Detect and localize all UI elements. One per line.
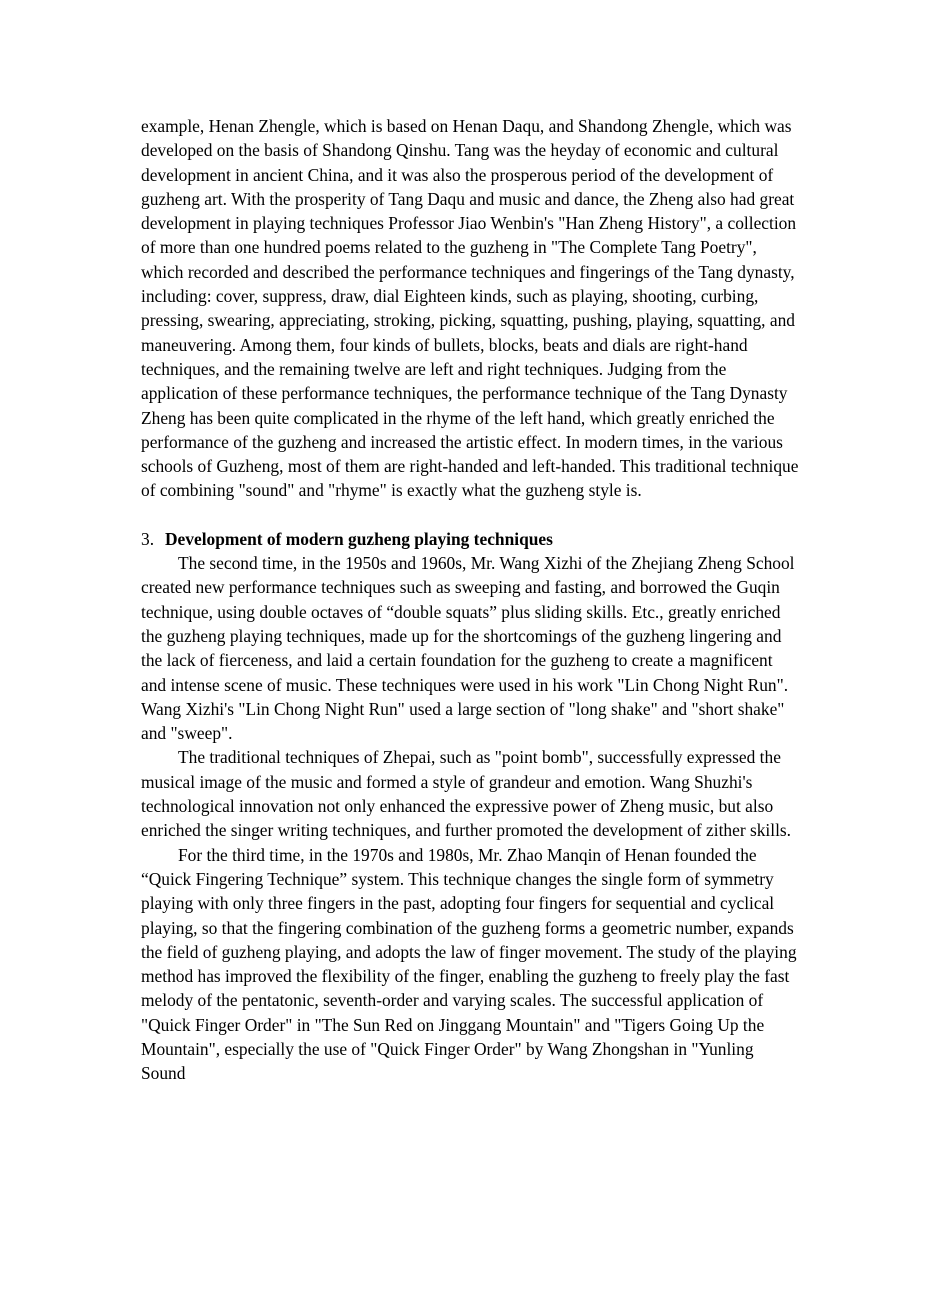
paragraph-gap — [141, 503, 801, 527]
document-body — [141, 114, 801, 1086]
body-paragraph: The traditional techniques of Zhepai, such as "point bomb", successfully expressed the musical image of the music and formed a style of grandeur and emotion. Wang Shuzhi's technological innovation not only enhanced the expressive power of Zheng music, but also enriched the singer writing techniques, and further promoted the development of zither skills. — [141, 747, 792, 841]
section-title: Development of modern guzheng playing techniques — [165, 528, 553, 549]
opening-paragraph: example, Henan Zhengle, which is based on Henan Daqu, and Shandong Zhengle, which was developed on the basis of Shandong Qinshu. Tang was the heyday of economic and cultural development in ancient China, and it was also the prosperous period of the development of guzheng art. With the prosperity of Tang Daqu and music and dance, the Zheng also had great development in playing techniques Professor Jiao Wenbin's "Han Zheng History", a collection of more than one hundred poems related to the guzheng in "The Complete Tang Poetry", which recorded and described the performance techniques and fingerings of the Tang dynasty, including: cover, suppress, draw, dial Eighteen kinds, such as playing, shooting, curbing, pressing, swearing, appreciating, stroking, picking, squatting, pushing, playing, squatting, and maneuvering. Among them, four kinds of bullets, blocks, beats and dials are right-hand techniques, and the remaining twelve are left and right techniques. Judging from the application of these performance techniques, the performance technique of the Tang Dynasty Zheng has been quite complicated in the rhyme of the left hand, which greatly enriched the performance of the guzheng and increased the artistic effect. In modern times, in the various schools of Guzheng, most of them are right-handed and left-handed. This traditional technique of combining "sound" and "rhyme" is exactly what the guzheng style is. — [141, 116, 799, 501]
section-number: 3. — [141, 528, 155, 549]
section-heading — [141, 527, 801, 551]
body-paragraph: The second time, in the 1950s and 1960s, Mr. Wang Xizhi of the Zhejiang Zheng School created new performance techniques such as sweeping and fasting, and borrowed the Guqin technique, using double octaves of “double squats” plus sliding skills. Etc., greatly enriched the guzheng playing techniques, made up for the shortcomings of the guzheng lingering and the lack of fierceness, and laid a certain foundation for the guzheng to create a magnificent and intense scene of music. These techniques were used in his work "Lin Chong Night Run". Wang Xizhi's "Lin Chong Night Run" used a large section of "long shake" and "short shake" and "sweep". — [141, 553, 795, 744]
body-paragraph: For the third time, in the 1970s and 1980s, Mr. Zhao Manqin of Henan founded the “Quick Fingering Technique” system. This technique changes the single form of symmetry playing with only three fingers in the past, adopting four fingers for sequential and cyclical playing, so that the fingering combination of the guzheng forms a geometric number, expands the field of guzheng playing, and adopts the law of finger movement. The study of the playing method has improved the flexibility of the finger, enabling the guzheng to freely play the fast melody of the pentatonic, seventh-order and varying scales. The successful application of "Quick Finger Order" in "The Sun Red on Jinggang Mountain" and "Tigers Going Up the Mountain", especially the use of "Quick Finger Order" by Wang Zhongshan in "Yunling Sound — [141, 844, 797, 1084]
